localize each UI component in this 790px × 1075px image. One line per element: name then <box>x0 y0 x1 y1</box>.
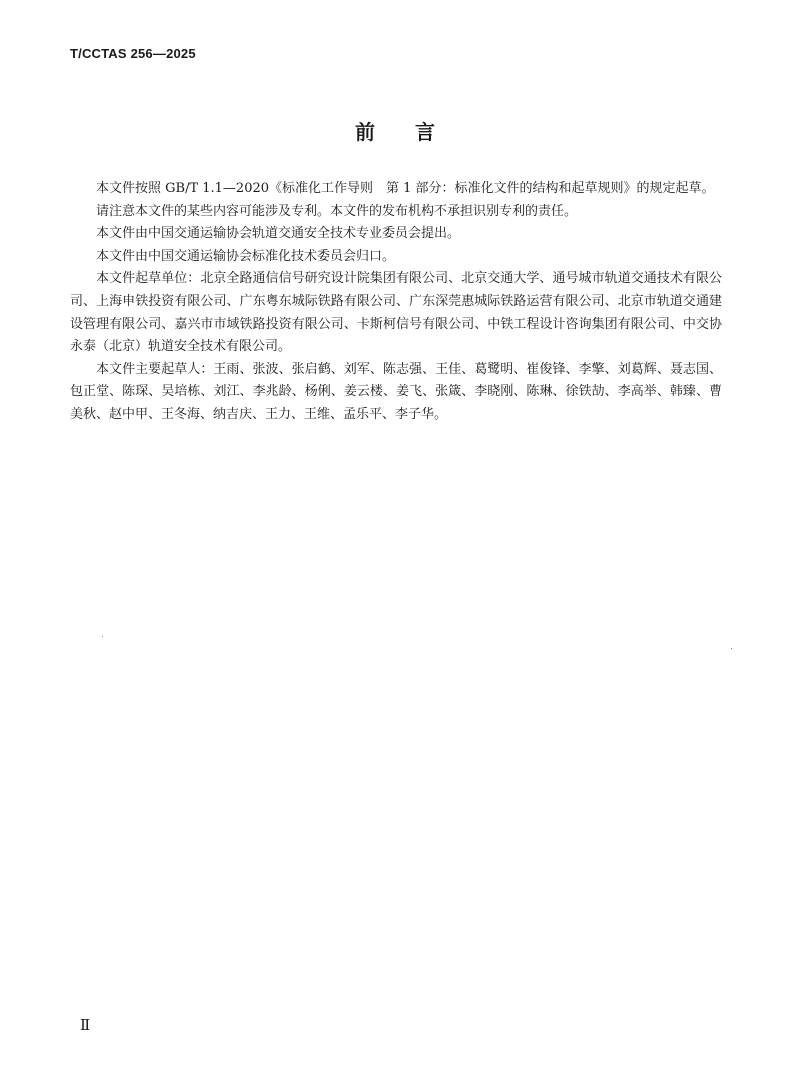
scan-speck <box>102 636 103 637</box>
paragraph-drafting-basis: 本文件按照 GB/T 1.1—2020《标准化工作导则 第 1 部分：标准化文件的结构和起草规则》的规定起草。 <box>96 181 715 196</box>
preface-body <box>70 178 722 427</box>
document-id: T/CCTAS 256—2025 <box>70 46 196 61</box>
page-title <box>0 116 790 145</box>
title-char-right: 言 <box>415 120 435 144</box>
paragraph-administrator: 本文件由中国交通运输协会标准化技术委员会归口。 <box>96 248 396 264</box>
paragraph-drafters: 本文件主要起草人：王雨、张波、张启鹤、刘军、陈志强、王佳、葛鹭明、崔俊锋、李擎、刘葛辉、聂志国、包正堂、陈琛、吴培栋、刘江、李兆龄、杨俐、姜云楼、姜飞、张箴、李晓刚、陈琳、徐铁劼、李高举、韩臻、曹美秋、赵中甲、王冬海、纳吉庆、王力、王维、孟乐平、李子华。 <box>70 361 722 422</box>
page-number: Ⅱ <box>80 1016 91 1034</box>
scan-speck <box>731 648 732 649</box>
paragraph-proposer: 本文件由中国交通运输协会轨道交通安全技术专业委员会提出。 <box>96 226 461 242</box>
paragraph-patent-notice: 请注意本文件的某些内容可能涉及专利。本文件的发布机构不承担识别专利的责任。 <box>96 203 578 219</box>
paragraph-drafting-units: 本文件起草单位：北京全路通信信号研究设计院集团有限公司、北京交通大学、通号城市轨道交通技术有限公司、上海申铁投资有限公司、广东粤东城际铁路有限公司、广东深莞惠城际铁路运营有限公司、北京市轨道交通建设管理有限公司、嘉兴市市域铁路投资有限公司、卡斯柯信号有限公司、中铁工程设计咨询集团有限公司、中交协永泰（北京）轨道安全技术有限公司。 <box>70 271 722 355</box>
title-char-left: 前 <box>355 120 375 144</box>
